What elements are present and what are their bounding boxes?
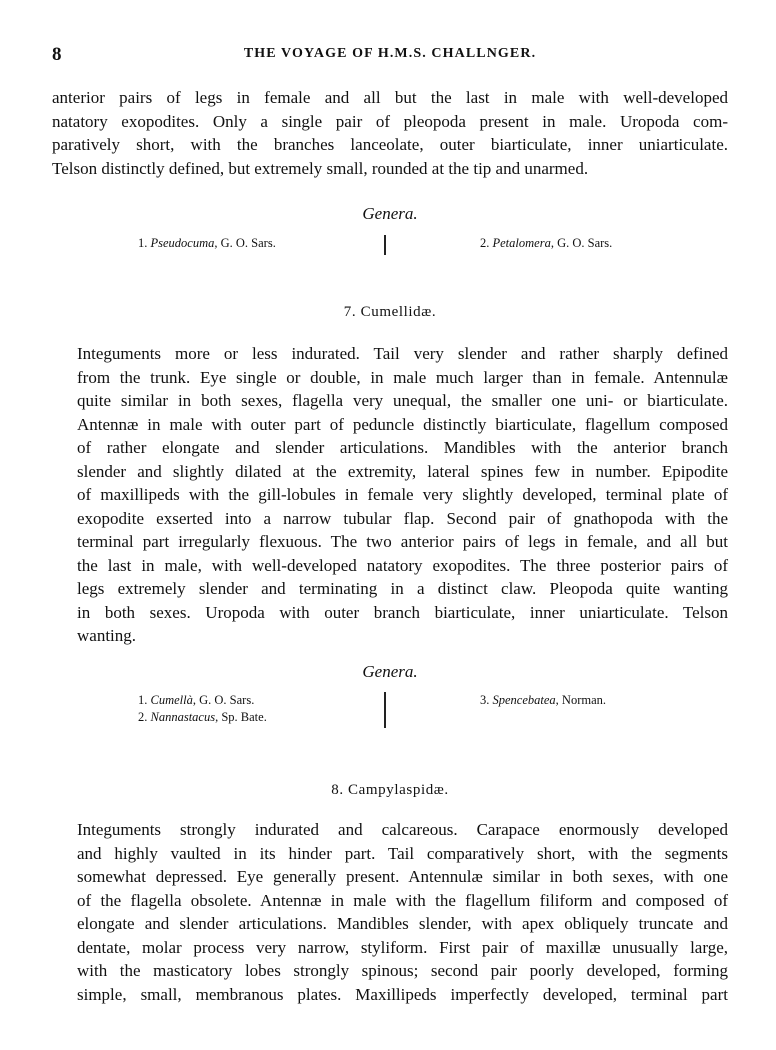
family-description xyxy=(52,342,728,648)
text-line: with the masticatory lobes strongly spinous; second pair poorly developed, forming xyxy=(77,961,728,980)
text-line: dentate, molar process very narrow, styliform. First pair of maxillæ unusually large, xyxy=(77,937,728,957)
genus-number: 1. xyxy=(138,236,148,250)
text-line: the last in male, with well-developed natatory exopodites. The three posterior pairs of xyxy=(77,555,728,575)
genus-number: 2. xyxy=(480,236,490,250)
genus-author: , G. O. Sars. xyxy=(214,236,276,250)
genera-list xyxy=(52,692,728,732)
genus-entry xyxy=(138,235,276,252)
genus-name: Spencebatea xyxy=(492,693,556,707)
page-header xyxy=(52,44,728,68)
genera-heading: Genera. xyxy=(362,662,418,681)
genus-number: 2. xyxy=(138,710,148,724)
text-line: exopodite exserted into a narrow tubular flap. Second pair of gnathopoda with the xyxy=(77,508,728,528)
text-line: wanting. xyxy=(77,626,137,645)
text-line: of the flagella obsolete. Antennæ in male with the flagellum filiform and composed of xyxy=(77,890,728,910)
genus-entry xyxy=(138,709,267,726)
genus-entry xyxy=(480,235,612,252)
text-line: Telson distinctly defined, but extremely small, rounded at the tip and unarmed. xyxy=(52,158,589,178)
text-line: paratively short, with the branches lanceolate, outer biarticulate, inner uniarticulate. xyxy=(52,135,728,154)
genus-entry xyxy=(138,692,267,709)
text-line: in both sexes. Uropoda with outer branch biarticulate, inner uniarticulate. Telson xyxy=(77,602,728,622)
family-name: Campylaspidæ. xyxy=(348,782,449,798)
genus-author: , Sp. Bate. xyxy=(215,710,267,724)
genera-column-right xyxy=(480,692,606,709)
running-title: THE VOYAGE OF H.M.S. CHALLNGER. xyxy=(243,46,537,61)
family-number: 7. xyxy=(343,304,357,320)
genera-list xyxy=(52,235,728,257)
text-line: somewhat depressed. Eye generally present. Antennulæ similar in both sexes, with one xyxy=(77,867,728,886)
family-name: Cumellidæ. xyxy=(360,304,437,320)
text-line: Integuments more or less indurated. Tail very slender and rather sharply defined xyxy=(77,344,728,363)
text-line: simple, small, membranous plates. Maxillipeds imperfectly developed, terminal part xyxy=(77,984,728,1004)
text-line: of rather elongate and slender articulations. Mandibles with the anterior branch xyxy=(77,438,728,457)
genus-author: , Norman. xyxy=(555,693,607,707)
genera-heading: Genera. xyxy=(362,204,418,223)
text-line: legs extremely slender and terminating in a distinct claw. Pleopoda quite wanting xyxy=(77,579,728,598)
genus-name: Pseudocuma xyxy=(150,236,215,250)
text-line: Antennæ in male with outer part of peduncle distinctly biarticulate, flagellum composed xyxy=(77,414,728,434)
text-line: Integuments strongly indurated and calcareous. Carapace enormously developed xyxy=(77,820,728,839)
genus-number: 1. xyxy=(138,693,148,707)
intro-paragraph xyxy=(52,86,728,180)
text-line: natatory exopodites. Only a single pair of pleopoda present in male. Uropoda com- xyxy=(52,111,728,131)
text-line: from the trunk. Eye single or double, in male much larger than in female. Antennulæ xyxy=(77,367,728,387)
page-number: 8 xyxy=(52,44,62,65)
text-line: and highly vaulted in its hinder part. Tail comparatively short, with the segments xyxy=(77,843,728,863)
text-line: of maxillipeds with the gill-lobules in female very slightly developed, terminal plate of xyxy=(77,485,728,504)
genus-name: Cumellà xyxy=(150,693,193,707)
column-divider xyxy=(384,235,386,255)
text-line: quite similar in both sexes, flagella very unequal, the smaller one uni- or biarticulate. xyxy=(77,391,728,410)
genus-name: Petalomera xyxy=(492,236,551,250)
text-line: terminal part irregularly flexuous. The two anterior pairs of legs in female, and all but xyxy=(77,532,728,551)
family-description xyxy=(52,818,728,1006)
column-divider xyxy=(384,692,386,728)
genus-author: , G. O. Sars. xyxy=(550,236,613,250)
family-heading xyxy=(52,304,728,321)
genus-number: 3. xyxy=(480,693,490,707)
genus-name: Nannastacus xyxy=(150,710,216,724)
text-line: slender and slightly dilated at the extremity, lateral spines few in number. Epipodite xyxy=(77,461,728,481)
genera-column-left xyxy=(138,692,267,726)
text-line: anterior pairs of legs in female and all but the last in male with well-developed xyxy=(52,88,728,107)
genus-entry xyxy=(480,692,606,709)
genera-column-left xyxy=(138,235,276,252)
genera-column-right xyxy=(480,235,612,252)
genus-author: , G. O. Sars. xyxy=(192,693,255,707)
family-heading xyxy=(52,782,728,799)
family-number: 8. xyxy=(331,782,344,798)
text-line: elongate and slender articulations. Mandibles slender, with apex obliquely truncate and xyxy=(77,914,728,933)
